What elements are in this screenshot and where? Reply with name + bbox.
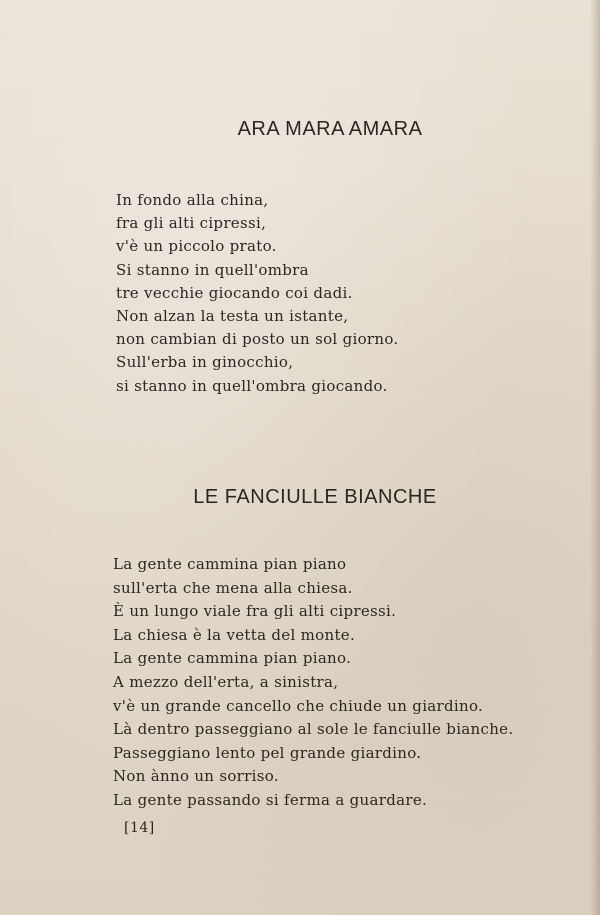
poem-line: La chiesa è la vetta del monte. (113, 625, 356, 644)
page-number: [14] (124, 820, 155, 836)
poem-line: A mezzo dell'erta, a sinistra, (113, 672, 339, 691)
poem-line: v'è un piccolo prato. (116, 237, 277, 256)
poem-line: tre vecchie giocando coi dadi. (116, 283, 353, 302)
poem-line: v'è un grande cancello che chiude un giardino. (113, 696, 484, 715)
poem-line: È un lungo viale fra gli alti cipressi. (113, 602, 397, 621)
poem-line: Passeggiano lento pel grande giardino. (113, 743, 422, 762)
poem-line: La gente passando si ferma a guardare. (113, 790, 428, 809)
poem-line: Non alzan la testa un istante, (116, 307, 349, 326)
poem-line: La gente cammina pian piano (113, 555, 347, 573)
poem-line: La gente cammina pian piano. (113, 649, 352, 668)
poem-body (113, 553, 513, 813)
poem-line: Là dentro passeggiano al sole le fanciulle bianche. (113, 720, 514, 739)
poem-line: non cambian di posto un sol giorno. (116, 330, 399, 349)
poem-line: sull'erta che mena alla chiesa. (113, 578, 353, 597)
poem-line: Sull'erba in ginocchio, (116, 353, 294, 372)
poem-line: fra gli alti cipressi, (116, 214, 267, 233)
poem-line: Si stanno in quell'ombra (116, 260, 309, 279)
poem-title: ARA MARA AMARA (237, 118, 423, 140)
poem-title: LE FANCIULLE BIANCHE (193, 486, 437, 508)
poem-line: In fondo alla china, (116, 191, 269, 209)
poem-line: Non ànno un sorriso. (113, 767, 279, 786)
poem-line: si stanno in quell'ombra giocando. (116, 376, 388, 395)
poem-body (116, 189, 398, 398)
